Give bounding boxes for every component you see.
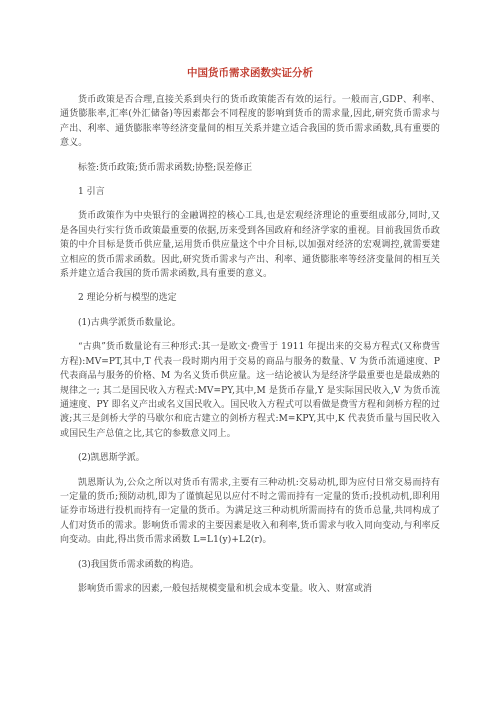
section-1-heading: 1 引言 <box>78 187 105 198</box>
subsection-1-paragraph: “古典”货币数量论有三种形式:其一是欧文·费雪于 1911 年提出来的交易方程式(又称费雪方程):MV=PT,其中,T 代表一段时期内用于交易的商品与服务的数量、V 为货币流通速度、P 代表商品与服务的价格、M 为名义货币供应量。这一结论被认为是经济学最重要也是最成熟的规律之一; 其二是国民收入方程式:MV=PY,其中,M 是货币存量,Y 是实际国民收入,V 为货币流通速度、PY 即名义产出或名义国民收入。国民收入方程式可以看做是费雪方程和剑桥方程的过渡;其三是剑桥大学的马歇尔和庇古建立的剑桥方程式:M=KPY,其中,K 代表货币量与国民收入或国民生产总值之比,其它的参数意义同上。 <box>60 342 440 439</box>
subsection-3-paragraph: 影响货币需求的因素,一般包括规模变量和机会成本变量。收入、财富或消 <box>78 583 373 594</box>
section-1-paragraph: 货币政策作为中央银行的金融调控的核心工具,也是宏观经济理论的重要组成部分,同时,又是各国央行实行货币政策最重要的依据,历来受到各国政府和经济学家的重视。目前我国货币政策的中介目标是货币供应量,运用货币供应量这个中介目标,以加强对经济的宏观调控,就需要建立相应的货币需求函数。因此,研究货币需求与产出、利率、通货膨胀率等经济变量间的相互关系并建立适合我国的货币需求函数,具有重要的意义。 <box>60 211 440 280</box>
abstract-paragraph: 货币政策是否合理,直接关系到央行的货币政策能否有效的运行。一般而言,GDP、利率、通货膨胀率,汇率(外汇储备)等因素都会不同程度的影响到货币的需求量,因此,研究货币需求与产出、利率、通货膨胀率等经济变量间的相互关系并建立适合我国的货币需求函数,具有重要的意义。 <box>60 95 440 149</box>
keywords-line: 标签:货币政策;货币需求函数;协整;误差修正 <box>78 162 253 173</box>
subsection-2-paragraph: 凯恩斯认为,公众之所以对货币有需求,主要有三种动机:交易动机,即为应付日常交易而持有一定量的货币;预防动机,即为了谨慎起见以应付不时之需而持有一定量的货币;投机动机,即利用证券市场进行投机而持有一定量的货币。为满足这三种动机所需而持有的货币总量,共同构成了人们对货币的需求。影响货币需求的主要因素是收入和利率,货币需求与收入同向变动,与利率反向变动。由此,得出货币需求函数 L=L1(y)+L2(r)。 <box>60 477 440 546</box>
section-2-heading: 2 理论分析与模型的选定 <box>78 293 177 304</box>
subsection-1-heading: (1)古典学派货币数量论。 <box>78 317 181 328</box>
subsection-2-heading: (2)凯恩斯学派。 <box>78 453 145 464</box>
document-title: 中国货币需求函数实证分析 <box>187 67 313 79</box>
subsection-3-heading: (3)我国货币需求函数的构造。 <box>78 559 199 570</box>
